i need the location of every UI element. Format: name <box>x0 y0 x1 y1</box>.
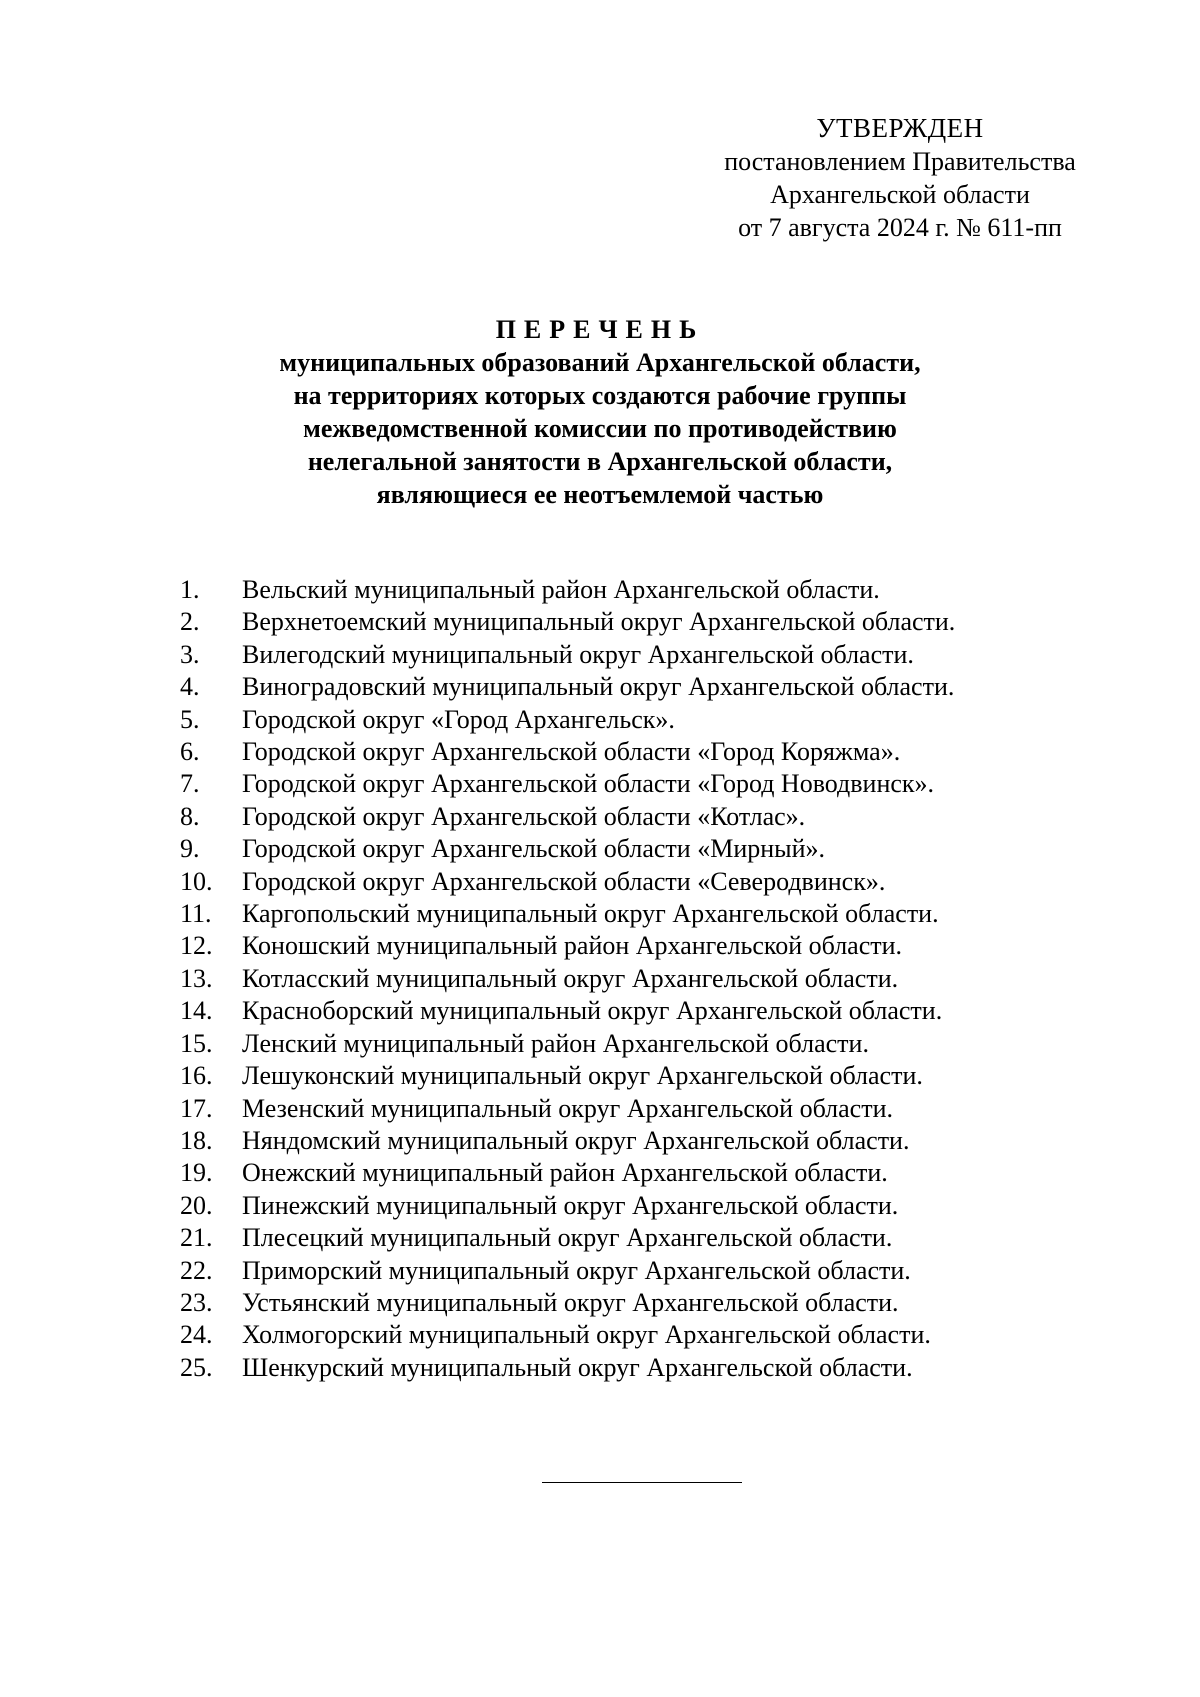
approval-line: постановлением Правительства <box>724 147 1076 176</box>
list-item-number: 8. <box>180 801 200 831</box>
list-item-number: 19. <box>180 1158 213 1188</box>
list-item <box>180 1060 1080 1092</box>
list-item <box>180 768 1080 800</box>
list-item-number: 24. <box>180 1320 213 1350</box>
list-item <box>180 1028 1080 1060</box>
list-item-text: Плесецкий муниципальный округ Архангельской области. <box>242 1223 893 1253</box>
list-item <box>180 963 1080 995</box>
list-item <box>180 736 1080 768</box>
list-item-number: 1. <box>180 575 200 604</box>
document-title <box>200 313 1000 511</box>
list-item-number: 7. <box>180 769 200 799</box>
list-item <box>180 1287 1080 1319</box>
list-item-text: Приморский муниципальный округ Архангельской области. <box>242 1255 911 1285</box>
list-item-text: Коношский муниципальный район Архангельской области. <box>242 931 903 961</box>
list-item <box>180 1352 1080 1384</box>
list-item-text: Каргопольский муниципальный округ Архангельской области. <box>242 899 939 929</box>
list-item-text: Городской округ Архангельской области «Город Коряжма». <box>242 737 901 767</box>
list-item-text: Вельский муниципальный район Архангельской области. <box>242 575 880 604</box>
title-line: нелегальной занятости в Архангельской области, <box>307 447 893 476</box>
list-item-text: Верхнетоемский муниципальный округ Архангельской области. <box>242 607 956 637</box>
title-line: межведомственной комиссии по противодействию <box>303 414 897 443</box>
list-item-number: 3. <box>180 639 200 669</box>
list-item-text: Виноградовский муниципальный округ Архангельской области. <box>242 672 955 702</box>
closing-divider <box>542 1482 742 1483</box>
list-item <box>180 671 1080 703</box>
list-item-text: Мезенский муниципальный округ Архангельской области. <box>242 1093 893 1123</box>
list-item <box>180 866 1080 898</box>
list-item-number: 18. <box>180 1125 213 1155</box>
list-item-text: Городской округ Архангельской области «Котлас». <box>242 801 806 831</box>
list-item-number: 16. <box>180 1061 213 1091</box>
approval-stamp: УТВЕРЖДЕН <box>816 113 984 143</box>
list-item <box>180 995 1080 1027</box>
list-item-number: 15. <box>180 1028 213 1058</box>
list-item-number: 9. <box>180 834 200 864</box>
list-item-text: Устьянский муниципальный округ Архангельской области. <box>242 1287 899 1317</box>
list-item-text: Городской округ Архангельской области «Мирный». <box>242 834 826 864</box>
list-item-number: 21. <box>180 1223 213 1253</box>
list-item-text: Котласский муниципальный округ Архангельской области. <box>242 963 899 993</box>
title-heading: ПЕРЕЧЕНЬ <box>495 315 705 344</box>
list-item <box>180 1255 1080 1287</box>
approval-line: Архангельской области <box>770 180 1030 209</box>
list-item <box>180 898 1080 930</box>
list-item-number: 2. <box>180 607 200 637</box>
list-item <box>180 574 1080 606</box>
list-item <box>180 801 1080 833</box>
list-item-text: Лешуконский муниципальный округ Архангельской области. <box>242 1061 923 1091</box>
list-item-number: 13. <box>180 963 213 993</box>
list-item <box>180 1093 1080 1125</box>
list-item-number: 14. <box>180 996 213 1026</box>
list-item-number: 6. <box>180 737 200 767</box>
list-item-text: Шенкурский муниципальный округ Архангельской области. <box>242 1352 913 1382</box>
list-item-number: 17. <box>180 1093 213 1123</box>
list-item-number: 10. <box>180 866 213 896</box>
approval-block <box>700 112 1100 244</box>
list-item <box>180 930 1080 962</box>
list-item-number: 23. <box>180 1287 213 1317</box>
list-item-text: Вилегодский муниципальный округ Архангельской области. <box>242 639 914 669</box>
list-item <box>180 1319 1080 1351</box>
list-item <box>180 606 1080 638</box>
municipality-list <box>180 574 1080 1384</box>
list-item-text: Холмогорский муниципальный округ Архангельской области. <box>242 1320 931 1350</box>
list-item-text: Ленский муниципальный район Архангельской области. <box>242 1028 869 1058</box>
list-item-number: 4. <box>180 672 200 702</box>
list-item <box>180 1157 1080 1189</box>
list-item-text: Онежский муниципальный район Архангельской области. <box>242 1158 888 1188</box>
list-item-number: 22. <box>180 1255 213 1285</box>
list-item-number: 20. <box>180 1190 213 1220</box>
title-line: являющиеся ее неотъемлемой частью <box>376 480 824 509</box>
list-item-text: Пинежский муниципальный округ Архангельской области. <box>242 1190 899 1220</box>
list-item-number: 11. <box>180 899 212 929</box>
list-item <box>180 1222 1080 1254</box>
list-item <box>180 639 1080 671</box>
list-item-text: Красноборский муниципальный округ Архангельской области. <box>242 996 943 1026</box>
list-item <box>180 1125 1080 1157</box>
title-line: муниципальных образований Архангельской области, <box>279 348 921 377</box>
list-item-text: Няндомский муниципальный округ Архангельской области. <box>242 1125 910 1155</box>
list-item-number: 12. <box>180 931 213 961</box>
list-item <box>180 1190 1080 1222</box>
list-item-text: Городской округ «Город Архангельск». <box>242 704 675 734</box>
list-item-text: Городской округ Архангельской области «Северодвинск». <box>242 866 886 896</box>
list-item-number: 5. <box>180 704 200 734</box>
list-item <box>180 833 1080 865</box>
list-item-text: Городской округ Архангельской области «Город Новодвинск». <box>242 769 935 799</box>
list-item <box>180 704 1080 736</box>
list-item-number: 25. <box>180 1352 213 1382</box>
title-line: на территориях которых создаются рабочие группы <box>293 381 907 410</box>
approval-date-number: от 7 августа 2024 г. № 611-пп <box>738 213 1062 242</box>
